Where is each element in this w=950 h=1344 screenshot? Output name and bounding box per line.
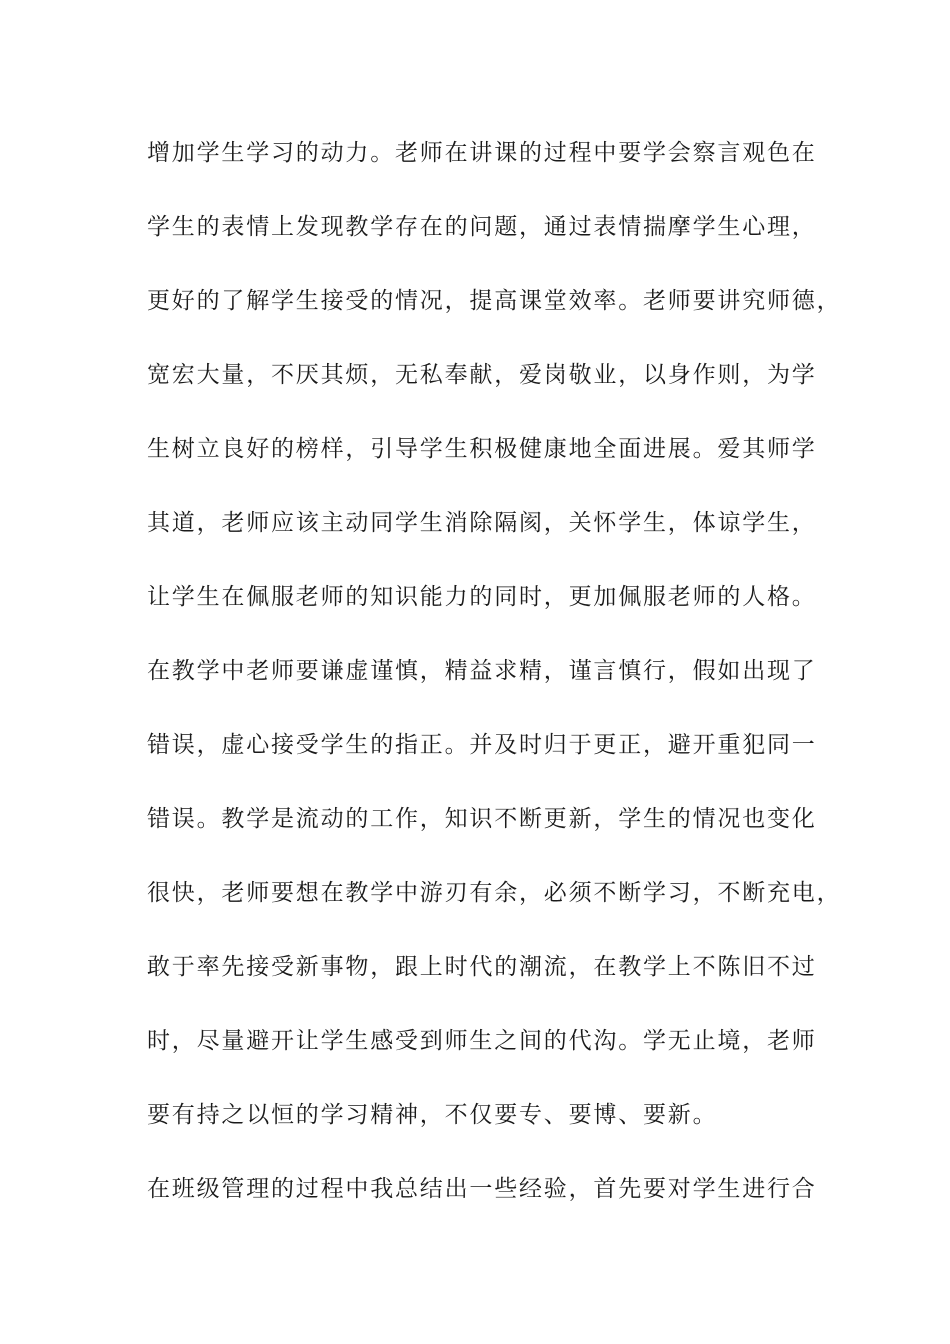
text-line: 宽宏大量，不厌其烦，无私奉献，爱岗敬业，以身作则，为学 <box>147 362 817 388</box>
text-line: 更好的了解学生接受的情况，提高课堂效率。老师要讲究师德， <box>147 288 842 314</box>
text-line: 很快，老师要想在教学中游刃有余，必须不断学习，不断充电， <box>147 880 842 906</box>
text-line: 时，尽量避开让学生感受到师生之间的代沟。学无止境，老师 <box>147 1028 817 1054</box>
text-line: 增加学生学习的动力。老师在讲课的过程中要学会察言观色在 <box>147 140 817 166</box>
text-line: 错误，虚心接受学生的指正。并及时归于更正，避开重犯同一 <box>147 732 817 758</box>
text-line: 要有持之以恒的学习精神，不仅要专、要博、要新。 <box>147 1102 718 1128</box>
text-line: 错误。教学是流动的工作，知识不断更新，学生的情况也变化 <box>147 806 817 832</box>
text-line: 让学生在佩服老师的知识能力的同时，更加佩服老师的人格。 <box>147 584 817 610</box>
text-line: 学生的表情上发现教学存在的问题，通过表情揣摩学生心理， <box>147 214 817 240</box>
text-line: 敢于率先接受新事物，跟上时代的潮流，在教学上不陈旧不过 <box>147 954 817 980</box>
text-line: 在班级管理的过程中我总结出一些经验，首先要对学生进行合 <box>147 1176 817 1202</box>
text-line: 其道，老师应该主动同学生消除隔阂，关怀学生，体谅学生， <box>147 510 817 536</box>
text-line: 生树立良好的榜样，引导学生积极健康地全面进展。爱其师学 <box>147 436 817 462</box>
text-line: 在教学中老师要谦虚谨慎，精益求精，谨言慎行，假如出现了 <box>147 658 817 684</box>
